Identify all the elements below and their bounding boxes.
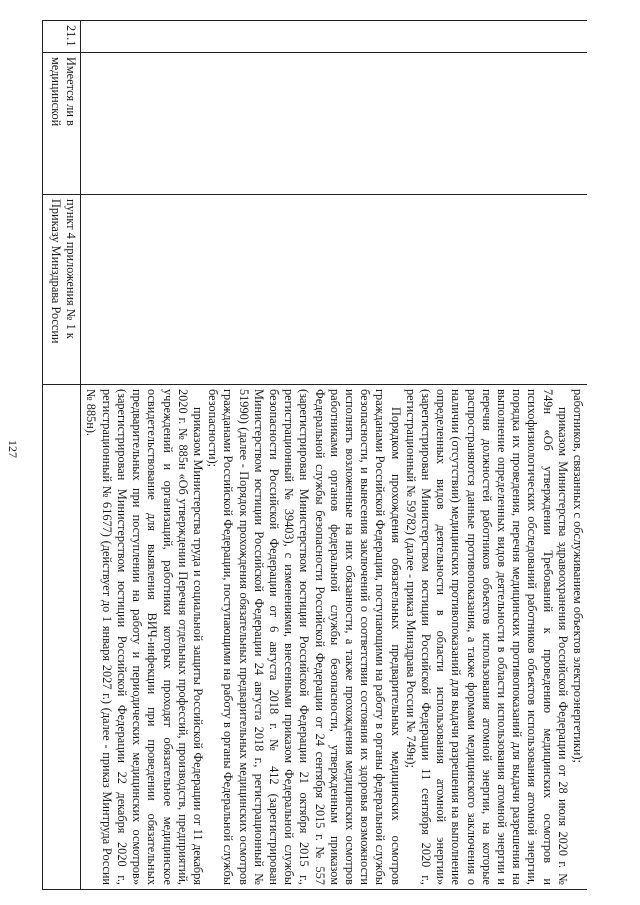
row-number: 21.1 bbox=[43, 21, 81, 53]
body-paragraph: работников, связанных с обслуживанием объектов электроэнергетики); bbox=[571, 389, 585, 763]
body-paragraph: приказом Министерства труда и социальной защиты Российской Федерации от 11 декабря 2020 г. № 885н «Об утверждении Перечня отдельных профессий, производств, предприятий, учреждений и организаций, работники которых проходят обязательное медицинское освидетельствование для выявления ВИЧ-инфекции при проведении обязательных предварительных при поступлении на работу и периодических медицинских осмотров» (зарегистрирован Министерством юстиции Российской Федерации 22 декабря 2020 г., регистрационный № 61677) (действует до 1 января 2027 г.) (далее - приказ Минтруда России № 885н). bbox=[84, 389, 205, 885]
row-reference: пункт 4 приложения № 1 к Приказу Минздрава России bbox=[43, 195, 81, 385]
body-paragraph: приказом Министерства здравоохранения Российской Федерации от 28 июля 2020 г. № 749н «Об утверждении Требований к проведению медицинских осмотров и психофизиологических обследований работников объектов использования атомной энергии, порядка их проведения, перечня медицинских противопоказаний для выдачи разрешения на выполнение определенных видов деятельности в области использования атомной энергии и перечня должностей работников объектов использования атомной энергии, на которые распространяются данные противопоказания, а также формами медицинского заключения о наличии (отсутствии) медицинских противопоказаний для выдачи разрешения на выполнение определенных видов деятельности в области использования атомной энергии» (зарегистрирован Министерством юстиции Российской Федерации 11 сентября 2020 г., регистрационный № 59782) (далее - приказ Минздрава России № 749н); bbox=[403, 389, 570, 885]
body-paragraph: Порядком прохождения обязательных предварительных медицинских осмотров гражданами Российской Федерации, поступающими на работу в органы федеральной службы безопасности, и вынесения заключений о соответствии состояния их здоровья возможности исполнять возложенные на них обязанности, а также прохождения медицинских осмотров работниками органов федеральной службы безопасности, утвержденным приказом Федеральной службы безопасности Российской Федерации от 24 сентября 2015 г. № 557 (зарегистрирован Министерством юстиции Российской Федерации 21 октября 2015 г., регистрационный № 39403), с изменениями, внесенными приказом Федеральной службы безопасности Российской Федерации от 6 августа 2018 г. № 412 (зарегистрирован Министерством юстиции Российской Федерации 24 августа 2018 г., регистрационный № 51990) (далее - Порядок прохождения обязательных предварительных медицинских осмотров гражданами Российской Федерации, поступающими на работу в органы Федеральной службы безопасности); bbox=[206, 389, 403, 885]
table-row bbox=[43, 21, 81, 890]
legal-basis-cell bbox=[81, 385, 587, 890]
page-number: 127 bbox=[6, 440, 20, 458]
row-question: Имеется ли в медицинской bbox=[43, 53, 81, 195]
checklist-table bbox=[42, 20, 587, 890]
table-row-continuation bbox=[81, 21, 587, 890]
rotated-page-content bbox=[42, 20, 587, 890]
